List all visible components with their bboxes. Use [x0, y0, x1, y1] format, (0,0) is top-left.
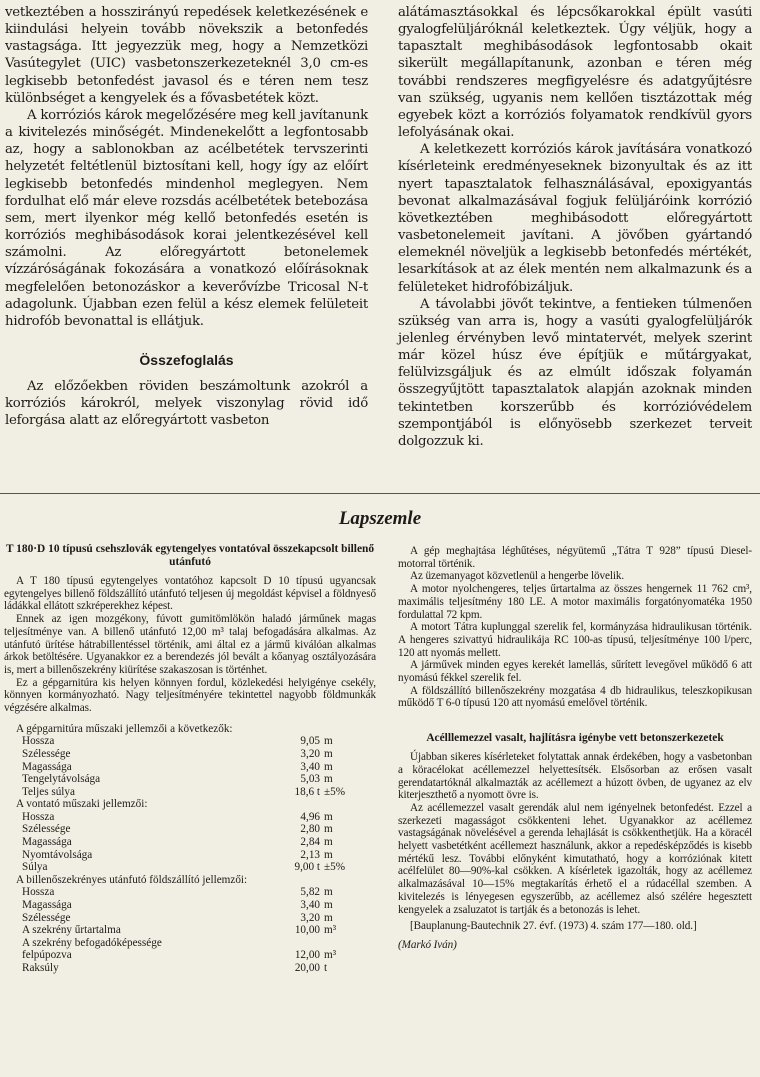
- spec-row: [4, 761, 364, 774]
- spec-value: 3,20: [300, 911, 320, 924]
- right-text-column: [398, 4, 752, 450]
- spec-unit: t: [324, 962, 328, 975]
- spec-name: Szélessége: [22, 823, 71, 836]
- spec-row: [4, 823, 364, 836]
- paragraph: A motor nyolchengeres, teljes űrtartalma az összes hengernek 11 762 cm³, maximális teljesítmény 180 LE. A motor maximális forgatónyomatéka 1950 fordulattal 72 kpm.: [398, 583, 752, 621]
- spec-unit: m: [324, 735, 333, 748]
- paragraph: vetkeztében a hosszirányú repedések keletkezésének e kiindulási helyein tovább növekszik a betonfedés vastagsága. Itt jegyezzük meg, hogy a Nemzetközi Vasútegylet (UIC) vasbetonszerkezeteknél 3,0 cm-es legkisebb betonfedést javasol és e téren nem tesz különbséget a kengyelek és a fővasbetétek közt.: [5, 5, 368, 106]
- spec-value: 5,82: [300, 886, 320, 899]
- article-title: Acélllemezzel vasalt, hajlításra igénybe vett betonszerkezetek: [426, 732, 724, 745]
- article-1-column: [4, 543, 376, 975]
- spec-name: Nyomtávolsága: [22, 848, 93, 861]
- spec-value: 10,00: [294, 924, 320, 937]
- paragraph: Újabban sikeres kísérleteket folytattak annak érdekében, hogy a vasbetonban a köracélokat acéllemezzel helyettesítsék. Elsősorban az erősen vasalt gerendatartóknál alkalmazták az acéllemezt a húzott övben, de ugyanez az elv kiterjeszthető a nyomott övre is.: [398, 751, 752, 802]
- spec-unit: m: [324, 911, 333, 924]
- spec-value: 3,40: [300, 760, 320, 773]
- paragraph: Az acéllemezzel vasalt gerendák alul nem igényelnek betonfedést. Ezzel a szerkezeti magasságot csökkenteni lehet. Ugyanakkor az acéllemez vastagságának növelésével a gerenda lehajlását is csökkenthetjük. Ha a köracél helyett vasbetétként acéllemezt használunk, akkor a repedésképződés is kisebb mértékű lesz. További előnyként kimutatható, hogy a korróziónak kitett acélfelület 80—90%-kal csökken. A kísérletek igazolták, hogy az acéllemez alkalmazásával 10—15% megtakarítás érhető el a rúdacéllal szemben. A kivitelezés is lényegesen egyszerűbb, az acéllemez alsó szélére hegesztett kengyelek a zsaluzatot is tartják és a betonozás is lehet.: [398, 801, 752, 916]
- spec-value: 3,40: [300, 899, 320, 912]
- spec-unit: m: [324, 823, 333, 836]
- left-text-column: [5, 4, 368, 429]
- spec-name: Tengelytávolsága: [22, 773, 101, 786]
- spec-unit: m³: [324, 924, 337, 937]
- spec-row: [4, 924, 364, 937]
- spec-row: [4, 899, 364, 912]
- paragraph: A távolabbi jövőt tekintve, a fentieken túlmenően szükség van arra is, hogy a vasúti gyalogfelüljárók jelenleg érvényben levő mintatervét, melyek szerint már közel húsz éve építjük e műtárgyakat, felülvizsgáljuk és az elmúlt időszak folyamán összegyűjtött tapasztalatok alapján azoknak minden tekintetben korszerűbb és korrózióvédelem szempontjából is előnyösebb szerkezet terveit dolgozzuk ki.: [398, 296, 752, 449]
- spec-value: 5,03: [300, 773, 320, 786]
- author-signature: (Markó Iván): [398, 938, 457, 951]
- spec-table: [4, 723, 364, 975]
- spec-value: 4,96: [300, 810, 320, 823]
- spec-value: [272, 937, 322, 950]
- spec-value: 12,00: [294, 949, 320, 962]
- spec-row: [4, 836, 364, 849]
- paragraph: Ennek az igen mozgékony, fúvott gumitömlökön haladó járműnek magas teljesítménye van. A billenő utánfutó 12,00 m³ talaj befogadására alkalmas. Az utánfutó ürítése hátrabillentéssel történik, ami által ez a jármű kiválóan alkalmas árkok betöltésére. Ugyanakkor ez a berendezés jól bevált a kőanyag osztályozására is, mert a billenőszekrény kiürítése szakaszosan is történhet.: [4, 613, 376, 676]
- spec-unit: ±5%: [324, 861, 346, 874]
- spec-name: Raksúly: [22, 962, 59, 975]
- spec-unit: m: [324, 848, 333, 861]
- spec-name: Magassága: [22, 899, 72, 912]
- spec-heading-text: A gépgarnitúra műszaki jellemzői a következők:: [16, 722, 233, 735]
- paragraph: Az előzőekben röviden beszámoltunk azokról a korróziós károkról, melyek viszonylag rövid idő leforgása alatt az előregyártott vasbeton: [5, 378, 368, 429]
- spec-name: A szekrény befogadóképessége: [22, 936, 162, 949]
- spec-group-heading: [4, 874, 364, 887]
- section-divider: [0, 493, 760, 494]
- spec-heading-text: A billenőszekrényes utánfutó földszállító jellemzői:: [16, 873, 248, 886]
- paragraph: A gép meghajtása léghűtéses, négyütemű „Tátra T 928” típusú Diesel-motorral történik.: [398, 545, 752, 570]
- spec-unit: m: [324, 747, 333, 760]
- paragraph: Ez a gépgarnitúra kis helyen könnyen fordul, közlekedési helyigénye csekély, könnyen kormányozható. Nagy teljesítményére tekintettel nagyobb földmunkák végzésére alkalmas.: [4, 676, 376, 715]
- spec-row: [4, 937, 364, 950]
- spec-row: [4, 849, 364, 862]
- paragraph: A keletkezett korróziós károk javítására vonatkozó kísérleteink eredményeseknek bizonyultak és az itt nyert tapasztalatok felhasználásával, epoxigyantás bevonat alkalmazásával fogjuk felüljáróink korrózió következtében meghibásodott előregyártott vasbetonelemeit javítani. A jövőben gyártandó elemeknél növeljük a legkisebb betonfedés mértékét, lesarkítások at az élek mentén nem alkalmazunk és a felületeket hidrofóbizáljuk.: [398, 142, 752, 295]
- spec-row: [4, 773, 364, 786]
- spec-row: [4, 786, 364, 799]
- spec-row: [4, 962, 364, 975]
- spec-name: Súlya: [22, 861, 48, 874]
- spec-value: 2,13: [300, 848, 320, 861]
- spec-name: Hossza: [22, 735, 55, 748]
- spec-row: [4, 748, 364, 761]
- spec-value: 9,05: [300, 735, 320, 748]
- paragraph: alátámasztásokkal és lépcsőkarokkal épült vasúti gyalogfelüljáróknál keletkeztek. Úgy véljük, hogy a tapasztalt meghibásodások legfontosabb okait sikerült megállapítanunk, azonban e téren még további rendszeres megfigyelésre és adatgyűjtésre van szükség, ugyanis nem kellően tisztázottak még egyebek közt a korróziós folyamatok rendkívül gyors lefolyásának okai.: [398, 5, 752, 141]
- spec-unit: m: [324, 899, 333, 912]
- spec-row: [4, 912, 364, 925]
- spec-heading-text: A vontató műszaki jellemzői:: [16, 798, 148, 811]
- spec-row: [4, 735, 364, 748]
- spec-value: 2,80: [300, 823, 320, 836]
- spec-name: Hossza: [22, 886, 55, 899]
- spec-row: [4, 811, 364, 824]
- spec-unit: [322, 937, 364, 950]
- spec-value: 18,6 t: [294, 785, 320, 798]
- spec-group-heading: [4, 798, 364, 811]
- paragraph: A korróziós károk megelőzésére meg kell javítanunk a kivitelezés minőségét. Mindenekelőtt a legfontosabb az, hogy a sablonokban az acélbetétek tervszerinti helyzetét feltétlenül biztosítani kell, hogy így az előírt legkisebb betonfedés mindenhol meglegyen. Nem fordulhat elő már eleve rozsdás acélbetétek betebozása sem, mert ilyenkor még kellő betonfedés esetén is korróziós meghibásodások korai jelentkezésével kell számolni. Az előregyártott betonelemek vízzáróságának fokozására a vonatkozó előírásoknak megfelelően betonozáskor a keverővízbe Tricosal N-t adagolunk. Újabban ezen felül a kész elemek felületeit hidrofób bevonattal is ellátjuk.: [5, 107, 368, 329]
- spec-value: 3,20: [300, 747, 320, 760]
- spec-value: 2,84: [300, 836, 320, 849]
- paragraph: A T 180 típusú egytengelyes vontatóhoz kapcsolt D 10 típusú ugyancsak egytengelyes billenő földszállító utánfutó teljesen új megoldást képvisel a földnyeső ládákkal ellátott szkréperekhez képest.: [4, 575, 376, 613]
- spec-row: [4, 861, 364, 874]
- citation: [Bauplanung-Bautechnik 27. évf. (1973) 4. szám 177—180. old.]: [410, 920, 697, 933]
- spec-unit: m: [324, 836, 333, 849]
- spec-row: [4, 886, 364, 899]
- spec-name: Szélessége: [22, 911, 71, 924]
- spec-unit: ±5%: [324, 785, 346, 798]
- paragraph: A földszállító billenőszekrény mozgatása 4 db hidraulikus, teleszkopikusan működő T 6-0 típusú 120 att nyomású emelővel történik.: [398, 684, 752, 710]
- spec-unit: m: [324, 760, 333, 773]
- spec-name: Szélessége: [22, 747, 71, 760]
- spec-name: Teljes súlya: [22, 785, 75, 798]
- spec-row: [4, 949, 364, 962]
- spec-name: felpúpozva: [22, 949, 72, 962]
- article-2-column: [398, 545, 752, 952]
- paragraph: A motort Tátra kuplunggal szerelik fel, kormányzása hidraulikusan történik. A hengeres szivattyú hidraulikája RC 100-as típusú, teljesítménye 100 l/perc, 120 att nyomás mellett.: [398, 621, 752, 659]
- spec-unit: m: [324, 886, 333, 899]
- spec-value: 9,00 t: [294, 861, 320, 874]
- paragraph: A járművek minden egyes kerekét lamellás, sűrített levegővel működő 6 att nyomású fékkel szerelik fel.: [398, 659, 752, 685]
- article-title: T 180·D 10 típusú csehszlovák egytengelyes vontatóval összekapcsolt billenő utánfutó: [5, 543, 375, 568]
- spec-name: A szekrény űrtartalma: [22, 924, 121, 937]
- spec-unit: m³: [324, 949, 337, 962]
- summary-heading: Összefoglalás: [139, 351, 234, 368]
- spec-value: 20,00: [294, 962, 320, 975]
- spec-name: Magassága: [22, 760, 72, 773]
- spec-name: Magassága: [22, 836, 72, 849]
- spec-unit: m: [324, 810, 333, 823]
- spec-unit: m: [324, 773, 333, 786]
- spec-name: Hossza: [22, 810, 55, 823]
- paragraph: Az üzemanyagot közvetlenül a hengerbe lövelik.: [410, 570, 625, 583]
- spec-group-heading: [4, 723, 364, 736]
- section-title: Lapszemle: [338, 508, 422, 529]
